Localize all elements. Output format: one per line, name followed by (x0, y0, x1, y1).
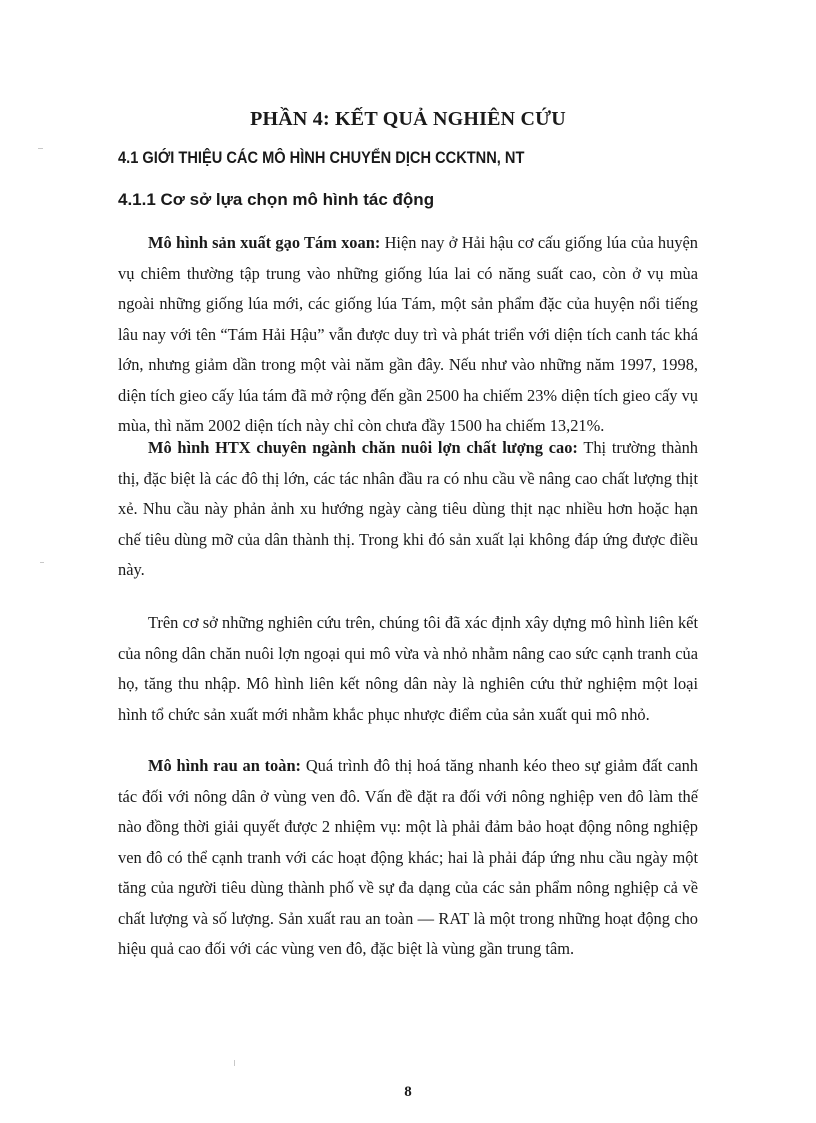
page-number: 8 (404, 1084, 412, 1100)
scan-artifact-mark (40, 562, 44, 563)
paragraph-research-basis (118, 608, 698, 730)
paragraph-text: Thị trường thành thị, đặc biệt là các đô thị lớn, các tác nhân đầu ra có nhu cầu về nâng cao chất lượng thịt xẻ. Nhu cầu này phản ảnh xu hướng ngày càng tiêu dùng thịt nạc nhiều hơn hoặc hạn chế tiêu dùng mỡ của dân thành thị. Trong khi đó sản xuất lại không đáp ứng được điều này. (118, 438, 698, 579)
paragraph-lead: Mô hình sản xuất gạo Tám xoan: (148, 233, 381, 252)
scan-artifact-mark (38, 148, 43, 149)
chapter-title: PHẦN 4: KẾT QUẢ NGHIÊN CỨU (250, 108, 566, 130)
paragraph-text: Trên cơ sở những nghiên cứu trên, chúng tôi đã xác định xây dựng mô hình liên kết của nông dân chăn nuôi lợn ngoại qui mô vừa và nhỏ nhằm nâng cao sức cạnh tranh của họ, tăng thu nhập. Mô hình liên kết nông dân này là nghiên cứu thử nghiệm một loại hình tổ chức sản xuất mới nhằm khắc phục nhược điểm của sản xuất qui mô nhỏ. (118, 613, 698, 724)
paragraph-lead: Mô hình rau an toàn: (148, 756, 302, 775)
paragraph-text: Quá trình đô thị hoá tăng nhanh kéo theo sự giảm đất canh tác đối với nông dân ở vùng ven đô. Vấn đề đặt ra đối với nông nghiệp ven đô làm thế nào đồng thời giải quyết được 2 nhiệm vụ: một là phải đảm bảo hoạt động nông nghiệp ven đô có thể cạnh tranh với các hoạt động khác; hai là phải đáp ứng nhu cầu ngày một tăng của người tiêu dùng thành phố về sự đa dạng của các sản phẩm nông nghiệp cả về chất lượng và số lượng. Sản xuất rau an toàn — RAT là một trong những hoạt động cho hiệu quả cao đối với các vùng ven đô, đặc biệt là vùng gần trung tâm. (118, 756, 698, 958)
section-heading: 4.1 GIỚI THIỆU CÁC MÔ HÌNH CHUYỂN DỊCH CCKTNN, NT (118, 148, 525, 167)
subsection-heading: 4.1.1 Cơ sở lựa chọn mô hình tác động (118, 190, 435, 209)
scan-artifact-mark (234, 1060, 235, 1066)
paragraph-vegetable-model (118, 751, 698, 965)
paragraph-rice-model (118, 228, 698, 442)
paragraph-pig-model (118, 433, 698, 586)
paragraph-text: Hiện nay ở Hải hậu cơ cấu giống lúa của huyện vụ chiêm thường tập trung vào những giống lúa lai có năng suất cao, còn ở vụ mùa ngoài những giống lúa mới, các giống lúa Tám, một sản phẩm đặc của huyện nổi tiếng lâu nay với tên “Tám Hải Hậu” vẫn được duy trì và phát triển với diện tích canh tác khá lớn, nhưng giảm dần trong một vài năm gần đây. Nếu như vào những năm 1997, 1998, diện tích gieo cấy lúa tám đã mở rộng đến gần 2500 ha chiếm 23% diện tích gieo cấy vụ mùa, thì năm 2002 diện tích này chỉ còn chưa đầy 1500 ha chiếm 13,21%. (118, 233, 698, 435)
paragraph-lead: Mô hình HTX chuyên ngành chăn nuôi lợn chất lượng cao: (148, 438, 578, 457)
